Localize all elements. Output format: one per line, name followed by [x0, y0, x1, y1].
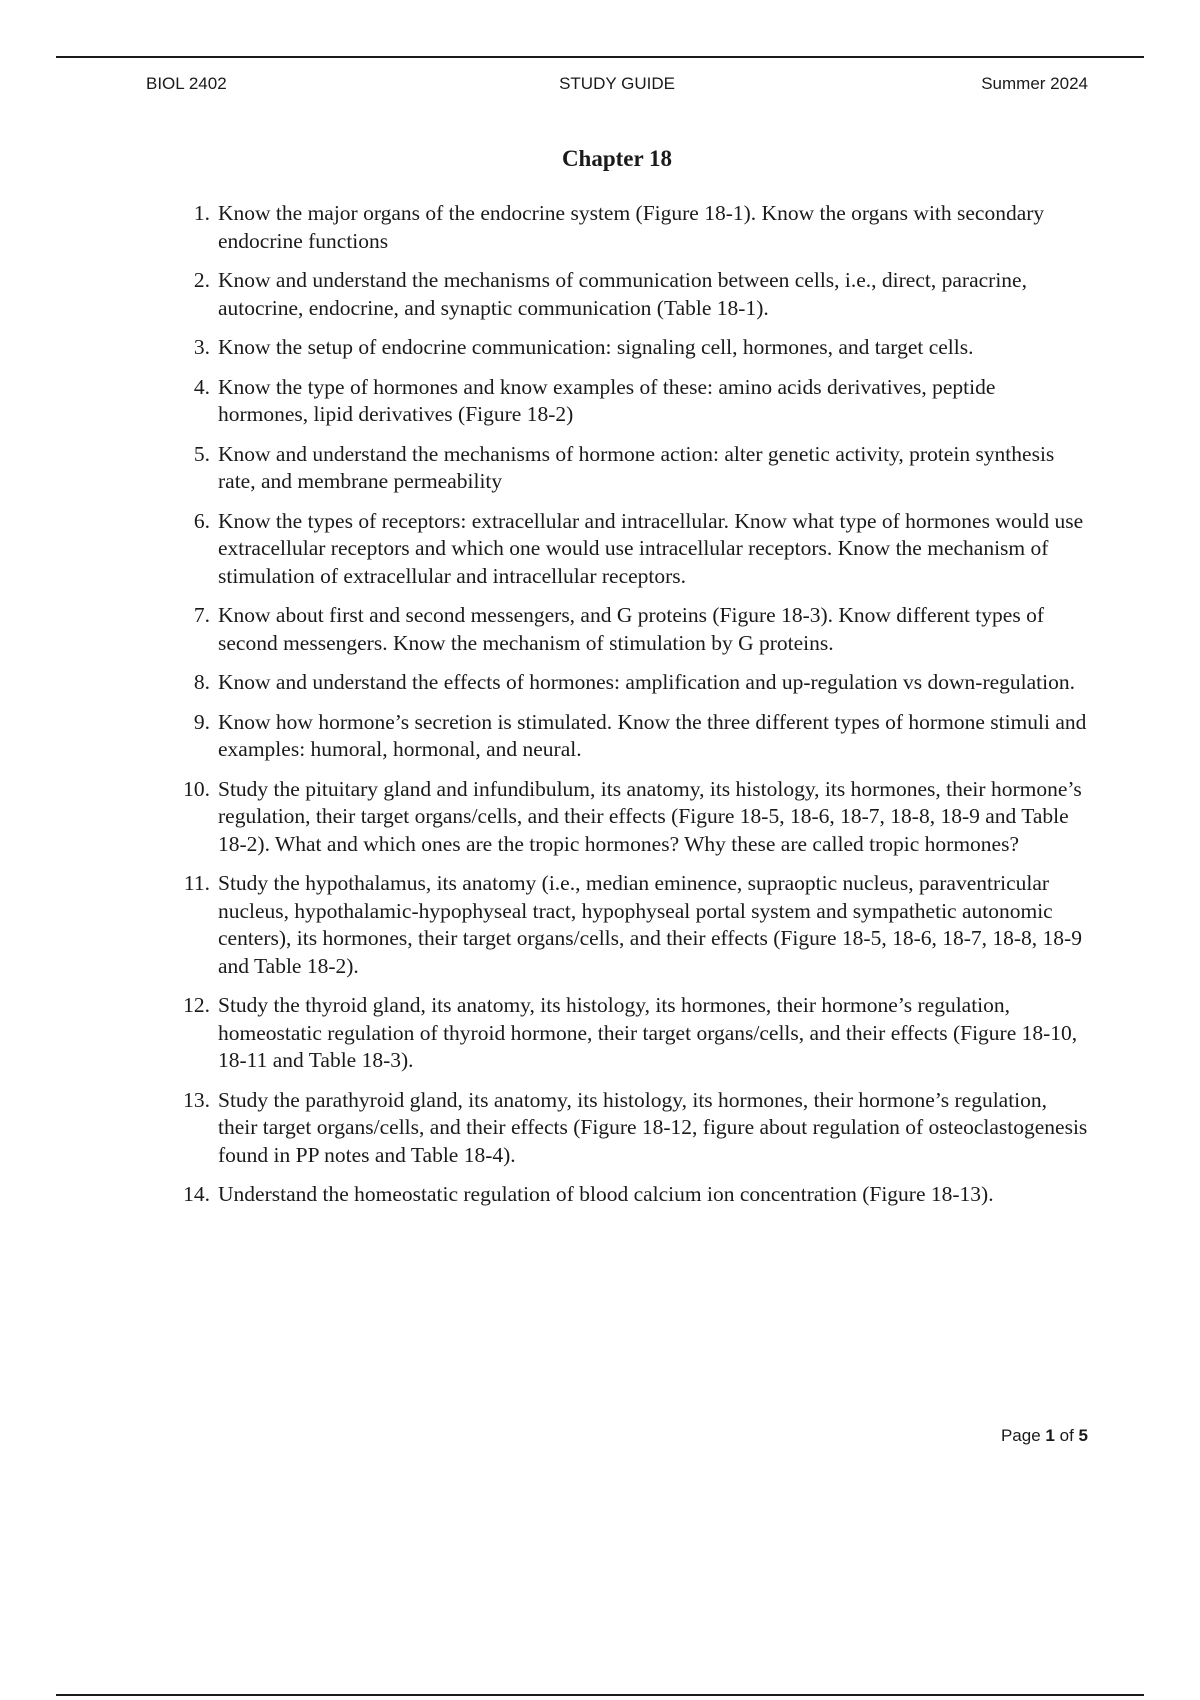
list-item [168, 441, 1088, 496]
item-text: Study the parathyroid gland, its anatomy, its histology, its hormones, their hormone’s regulation, their target organs/cells, and their effects (Figure 18-12, figure about regulation of osteoclastogenesis found in PP notes and Table 18-4). [218, 1087, 1088, 1167]
item-number: 13. [183, 1087, 210, 1112]
item-number: 10. [183, 776, 210, 801]
page-of: of [1059, 1426, 1074, 1445]
item-number: 4. [193, 374, 210, 399]
item-number: 7. [193, 603, 210, 627]
page-prefix: Page [1000, 1426, 1041, 1445]
item-number: 2. [193, 268, 210, 292]
item-text: Know the types of receptors: extracellular and intracellular. Know what type of hormones would use extracellular receptors and which one would use intracellular receptors. Know the mechanism of stimulation of extracellular and intracellular receptors. [218, 508, 1084, 588]
item-number: 12. [183, 993, 210, 1017]
course-code: BIOL 2402 [146, 74, 227, 93]
page-current: 1 [1045, 1426, 1055, 1445]
page-footer [1001, 1426, 1088, 1446]
item-number: 1. [193, 201, 210, 225]
list-item [168, 1087, 1088, 1170]
item-text: Know and understand the mechanisms of communication between cells, i.e., direct, paracrine, autocrine, endocrine, and synaptic communication (Table 18-1). [218, 268, 1027, 320]
list-item [168, 508, 1088, 591]
list-item [168, 200, 1088, 255]
study-items-list [168, 200, 1088, 1221]
header-rule [56, 56, 1144, 58]
item-text: Know the type of hormones and know examples of these: amino acids derivatives, peptide hormones, lipid derivatives (Figure 18-2) [218, 374, 996, 426]
list-item [168, 709, 1088, 764]
item-number: 11. [183, 871, 210, 895]
list-item [168, 334, 1088, 362]
item-number: 6. [193, 508, 210, 533]
footer-rule [56, 1694, 1144, 1696]
list-item [168, 776, 1088, 859]
item-text: Study the thyroid gland, its anatomy, its histology, its hormones, their hormone’s regulation, homeostatic regulation of thyroid hormone, their target organs/cells, and their effects (Figure 18-10, 18-11 and Table 18-3). [218, 993, 1078, 1072]
page-header [146, 74, 1088, 100]
list-item [168, 870, 1088, 980]
list-item [168, 1181, 1088, 1209]
document-type: STUDY GUIDE [559, 74, 675, 93]
chapter-title: Chapter 18 [561, 146, 673, 171]
item-text: Know and understand the mechanisms of hormone action: alter genetic activity, protein synthesis rate, and membrane permeability [218, 441, 1055, 493]
list-item [168, 669, 1088, 697]
list-item [168, 602, 1088, 657]
item-text: Know and understand the effects of hormones: amplification and up-regulation vs down-regulation. [218, 670, 1075, 694]
list-item [168, 992, 1088, 1075]
item-number: 9. [193, 709, 210, 734]
page-total: 5 [1078, 1426, 1088, 1445]
term-label: Summer 2024 [981, 74, 1088, 93]
item-number: 5. [193, 441, 210, 466]
list-item [168, 267, 1088, 322]
item-text: Study the pituitary gland and infundibulum, its anatomy, its histology, its hormones, their hormone’s regulation, their target organs/cells, and their effects (Figure 18-5, 18-6, 18-7, 18-8, 18-9 and Table 18-2). What and which ones are the tropic hormones? Why these are called tropic hormones? [218, 776, 1082, 856]
item-text: Know about first and second messengers, and G proteins (Figure 18-3). Know different types of second messengers. Know the mechanism of stimulation by G proteins. [218, 603, 1044, 655]
item-number: 3. [193, 335, 210, 359]
item-text: Understand the homeostatic regulation of blood calcium ion concentration (Figure 18-13). [218, 1182, 994, 1206]
item-number: 8. [193, 670, 210, 694]
item-text: Know how hormone’s secretion is stimulated. Know the three different types of hormone stimuli and examples: humoral, hormonal, and neural. [218, 709, 1087, 761]
item-number: 14. [183, 1182, 210, 1206]
item-text: Know the major organs of the endocrine system (Figure 18-1). Know the organs with secondary endocrine functions [218, 201, 1045, 253]
item-text: Study the hypothalamus, its anatomy (i.e., median eminence, supraoptic nucleus, paraventricular nucleus, hypothalamic-hypophyseal tract, hypophyseal portal system and sympathetic autonomic centers), its hormones, their target organs/cells, and their effects (Figure 18-5, 18-6, 18-7, 18-8, 18-9 and Table 18-2). [218, 871, 1082, 978]
list-item [168, 374, 1088, 429]
item-text: Know the setup of endocrine communication: signaling cell, hormones, and target cells. [218, 335, 974, 359]
